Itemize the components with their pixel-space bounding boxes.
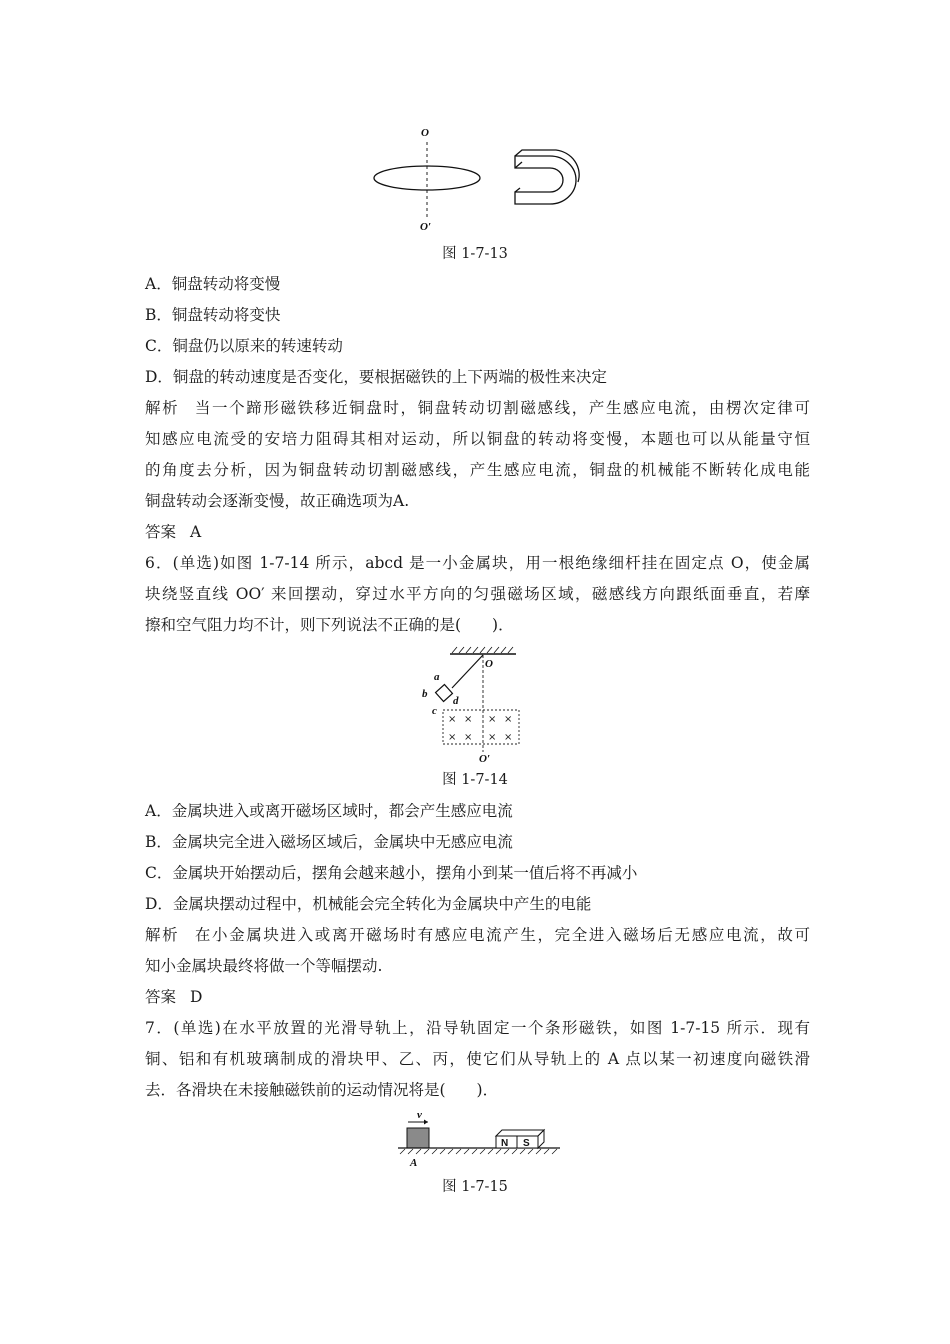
arrow-head xyxy=(424,1120,428,1125)
option-b: B．铜盘转动将变快 xyxy=(145,306,281,324)
question-6-line: 块绕竖直线 OO′ 来回摆动，穿过水平方向的匀强磁场区域，磁感线方向跟纸面垂直，若摩 xyxy=(145,585,810,603)
question-7-line: 7．(单选)在水平放置的光滑导轨上，沿导轨固定一个条形磁铁，如图 1-7-15 所示．现有 xyxy=(145,1019,810,1037)
figure-caption: 图 1-7-14 xyxy=(442,772,508,788)
magnet-pole-s: S xyxy=(523,1138,530,1149)
field-cross: × xyxy=(488,714,497,725)
answer-label: 答案 xyxy=(145,988,177,1006)
magnet-pole-n: N xyxy=(501,1138,509,1149)
analysis-line: 知小金属块最终将做一个等幅摆动. xyxy=(145,957,383,975)
field-cross: × xyxy=(448,714,457,725)
option-b: B．金属块完全进入磁场区域后，金属块中无感应电流 xyxy=(145,833,513,851)
figure-caption: 图 1-7-15 xyxy=(442,1179,508,1195)
analysis-label: 解析 xyxy=(145,926,180,944)
answer-label: 答案 xyxy=(145,523,177,541)
metal-block xyxy=(436,685,453,702)
field-cross: × xyxy=(464,714,473,725)
option-d: D．铜盘的转动速度是否变化，要根据磁铁的上下两端的极性来决定 xyxy=(145,368,607,386)
analysis-line: 知感应电流受的安培力阻碍其相对运动，所以铜盘的转动将变慢，本题也可以从能量守恒 xyxy=(145,430,810,448)
question-7-line: 去．各滑块在未接触磁铁前的运动情况将是( )． xyxy=(145,1081,499,1099)
horseshoe-magnet xyxy=(515,150,579,204)
analysis-line xyxy=(145,924,810,946)
question-6-line: 擦和空气阻力均不计，则下列说法不正确的是( )． xyxy=(145,616,514,634)
option-d: D．金属块摆动过程中，机械能会完全转化为金属块中产生的电能 xyxy=(145,895,592,913)
question-6-line: 6．(单选)如图 1-7-14 所示，abcd 是一小金属块，用一根绝缘细杆挂在固定点 O，使金属 xyxy=(145,554,810,572)
answer-line xyxy=(145,986,810,1008)
field-crosses xyxy=(448,714,512,743)
axis-label-o-prime: O′ xyxy=(420,221,432,233)
answer-value: D xyxy=(190,988,203,1006)
velocity-label: v xyxy=(417,1109,422,1121)
rail-hatch xyxy=(400,1149,557,1154)
field-cross: × xyxy=(448,732,457,743)
analysis-text: 当一个蹄形磁铁移近铜盘时，铜盘转动切割磁感线，产生感应电流，由楞次定律可 xyxy=(193,399,810,417)
axis-label-o-prime: O′ xyxy=(479,753,491,765)
analysis-line: 铜盘转动会逐渐变慢，故正确选项为A. xyxy=(145,492,410,510)
option-a: A．铜盘转动将变慢 xyxy=(145,275,281,293)
block-label-b: b xyxy=(422,688,428,700)
block-label-c: c xyxy=(432,705,437,717)
field-cross: × xyxy=(504,732,513,743)
analysis-label: 解析 xyxy=(145,399,180,417)
analysis-line xyxy=(145,397,810,419)
figure-1-7-13 xyxy=(360,120,600,240)
figure-caption: 图 1-7-13 xyxy=(442,246,508,262)
axis-label-o: O xyxy=(421,127,429,139)
option-c: C．金属块开始摆动后，摆角会越来越小，摆角小到某一值后将不再减小 xyxy=(145,864,638,882)
question-7-line: 铜、铝和有机玻璃制成的滑块甲、乙、丙，使它们从导轨上的 A 点以某一初速度向磁铁滑 xyxy=(145,1050,810,1068)
answer-value: A xyxy=(190,523,202,541)
option-a: A．金属块进入或离开磁场区域时，都会产生感应电流 xyxy=(145,802,513,820)
answer-line xyxy=(145,521,810,543)
analysis-text: 在小金属块进入或离开磁场时有感应电流产生，完全进入磁场后无感应电流，故可 xyxy=(193,926,810,944)
pivot-label-o: O xyxy=(485,658,493,670)
field-cross: × xyxy=(504,714,513,725)
option-c: C．铜盘仍以原来的转速转动 xyxy=(145,337,343,355)
figure-1-7-14 xyxy=(410,644,540,766)
field-cross: × xyxy=(464,732,473,743)
block-label-a: a xyxy=(434,671,440,683)
insulating-rod xyxy=(452,655,483,688)
analysis-line: 的角度去分析，因为铜盘转动切割磁感线，产生感应电流，铜盘的机械能不断转化成电能 xyxy=(145,461,810,479)
point-label-a: A xyxy=(410,1157,418,1169)
block-label-d: d xyxy=(453,695,459,707)
slider-block xyxy=(407,1128,429,1148)
ceiling-hatch xyxy=(452,647,513,653)
field-cross: × xyxy=(488,732,497,743)
figure-1-7-15 xyxy=(390,1108,570,1170)
